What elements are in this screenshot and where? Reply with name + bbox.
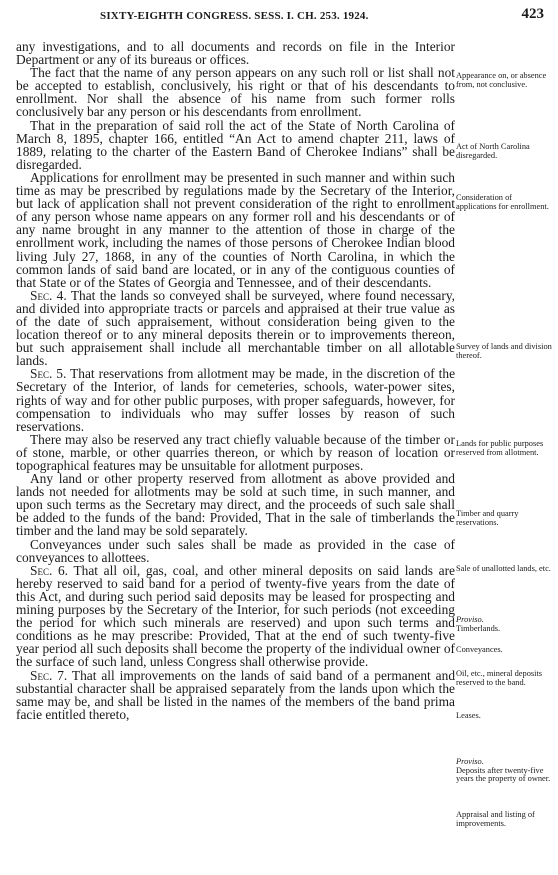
- sidenote: [456, 440, 554, 457]
- sidenote-text: Act of North Carolina disregarded.: [456, 142, 530, 160]
- paragraph-continuation: [16, 40, 455, 66]
- paragraph-conveyances: [16, 538, 455, 564]
- paragraph-timber-reservation: [16, 433, 455, 472]
- paragraph-sale-of-lands: [16, 472, 455, 537]
- sidenote: [456, 712, 554, 721]
- sidenote-text: Consideration of applications for enrollment.: [456, 193, 549, 211]
- paragraph-text: The fact that the name of any person appears on any such roll or list shall not be accepted to establish, conclusively, his right or that of his descendants to enrollment. Nor shall the absence of his name from such former rolls conclusively bar any person or his descendants from enrollment.: [16, 65, 455, 120]
- paragraph-text: That all improvements on the lands of said band of a permanent and substantial character shall be appraised separately from the lands upon which the same may be, and shall be listed in the names of the members of the band prima facie entitled thereto,: [16, 667, 456, 722]
- paragraph-section-5: [16, 367, 455, 432]
- sidenote-text: Timber and quarry reservations.: [456, 509, 519, 527]
- sidenote: [456, 143, 554, 160]
- sidenote: [456, 758, 554, 784]
- sidenote: [456, 565, 554, 574]
- sidenote: [456, 646, 554, 655]
- paragraph-text: That all oil, gas, coal, and other mineral deposits on said lands are hereby reserved to said band for a period of twenty-five years from the date of this Act, and during such period said deposits may be leased for prospecting and mining purposes by the Secretary of the Interior, for such periods (not exceeding the period for which such minerals are reserved) and upon such terms and conditions as he may prescribe: Provided, That at the end of such twenty-five year period all such deposits shall become the property of the individual owner of the surface of such land, unless Congress shall otherwise provide.: [16, 562, 455, 670]
- paragraph-text: Applications for enrollment may be presented in such manner and within such time as may be prescribed by regulations made by the Secretary of the Interior, but lack of application shall not prevent consideration of the right to enrollment of any person whose name appears on any former roll and his descendants or of any name brought in any manner to the attention of those in charge of the enrollment work, including the names of those persons of Cherokee Indian blood living July 27, 1868, in any of the counties of North Carolina, in which the common lands of said band are located, or in any of the contiguous counties of that State or of the States of Georgia and Tennessee, and of their descendants.: [16, 169, 455, 290]
- sidenote: [456, 343, 554, 360]
- section-label: Sec. 5.: [30, 366, 67, 382]
- paragraph-text: Any land or other property reserved from allotment as above provided and lands not needed for allotments may be sold at such time, in such manner, and upon such terms as the Secretary may direct, and the proceeds of such sale shall be added to the funds of the band: Provided, That in the sale of timberlands the timber and the land may be sold separately.: [16, 471, 455, 539]
- paragraph-section-6: [16, 564, 455, 669]
- paragraph-applications: [16, 171, 455, 289]
- paragraph-section-7: [16, 669, 455, 721]
- sidenote-text: Appraisal and listing of improvements.: [456, 810, 535, 828]
- sidenote-text: Appearance on, or absence from, not conclusive.: [456, 71, 547, 89]
- sidenote-text: Leases.: [456, 711, 481, 720]
- paragraph-text: any investigations, and to all documents and records on file in the Interior Department or any of its bureaus or offices.: [16, 39, 455, 68]
- paragraph-north-carolina-act: [16, 119, 455, 171]
- paragraph-text: That the lands so conveyed shall be surveyed, where found necessary, and divided into appropriate tracts or parcels and appraised at their true value as of the date of such appraisement, without consideration being given to the location thereof or to any mineral deposits therein or to improvements thereon, but such appraisement shall include all merchantable timber on all allotable lands.: [16, 287, 456, 369]
- sidenote: [456, 194, 554, 211]
- sidenote-text: Timberlands.: [456, 623, 501, 633]
- paragraph-text: There may also be reserved any tract chiefly valuable because of the timber or of stone, marble, or other quarries thereon, or which by reason of location or topographical features may be unsuitable for allotment purposes.: [16, 431, 455, 473]
- page-number: 423: [521, 6, 544, 22]
- paragraph-roll-not-conclusive: [16, 66, 455, 118]
- sidenote-text: Oil, etc., mineral deposits reserved to the band.: [456, 669, 543, 687]
- section-label: Sec. 6.: [30, 562, 69, 578]
- statute-body: [16, 40, 455, 721]
- paragraph-text: Conveyances under such sales shall be made as provided in the case of conveyances to allottees.: [16, 536, 455, 565]
- page-header: [0, 0, 558, 26]
- paragraph-text: That in the preparation of said roll the act of the State of North Carolina of March 8, 1895, chapter 166, entitled “An Act to amend chapter 211, laws of 1889, relating to the charter of the Eastern Band of Cherokee Indians” shall be disregarded.: [16, 117, 455, 172]
- sidenote-proviso: Proviso.: [456, 615, 484, 624]
- sidenote-text: Deposits after twenty-five years the property of owner.: [456, 765, 551, 784]
- section-label: Sec. 4.: [30, 287, 67, 303]
- sidenote-text: Conveyances.: [456, 645, 503, 654]
- paragraph-section-4: [16, 289, 455, 368]
- sidenote-text: Sale of unallotted lands, etc.: [456, 564, 551, 573]
- running-head: SIXTY-EIGHTH CONGRESS. SESS. I. CH. 253. 1924.: [100, 10, 369, 22]
- sidenote: [456, 811, 554, 828]
- sidenote: [456, 670, 554, 687]
- section-label: Sec. 7.: [30, 667, 68, 683]
- sidenote-proviso: Proviso.: [456, 757, 484, 766]
- sidenote-text: Lands for public purposes reserved from allotment.: [456, 439, 544, 457]
- sidenote: [456, 72, 554, 89]
- sidenote: [456, 616, 554, 633]
- sidenote-text: Survey of lands and division thereof.: [456, 342, 552, 360]
- sidenote: [456, 510, 554, 527]
- paragraph-text: That reservations from allotment may be made, in the discretion of the Secretary of the Interior, of lands for cemeteries, schools, water-power sites, rights of way and for other public purposes, with proper safeguards, however, for compensation to individuals who may suffer losses by reason of such reservations.: [16, 366, 456, 434]
